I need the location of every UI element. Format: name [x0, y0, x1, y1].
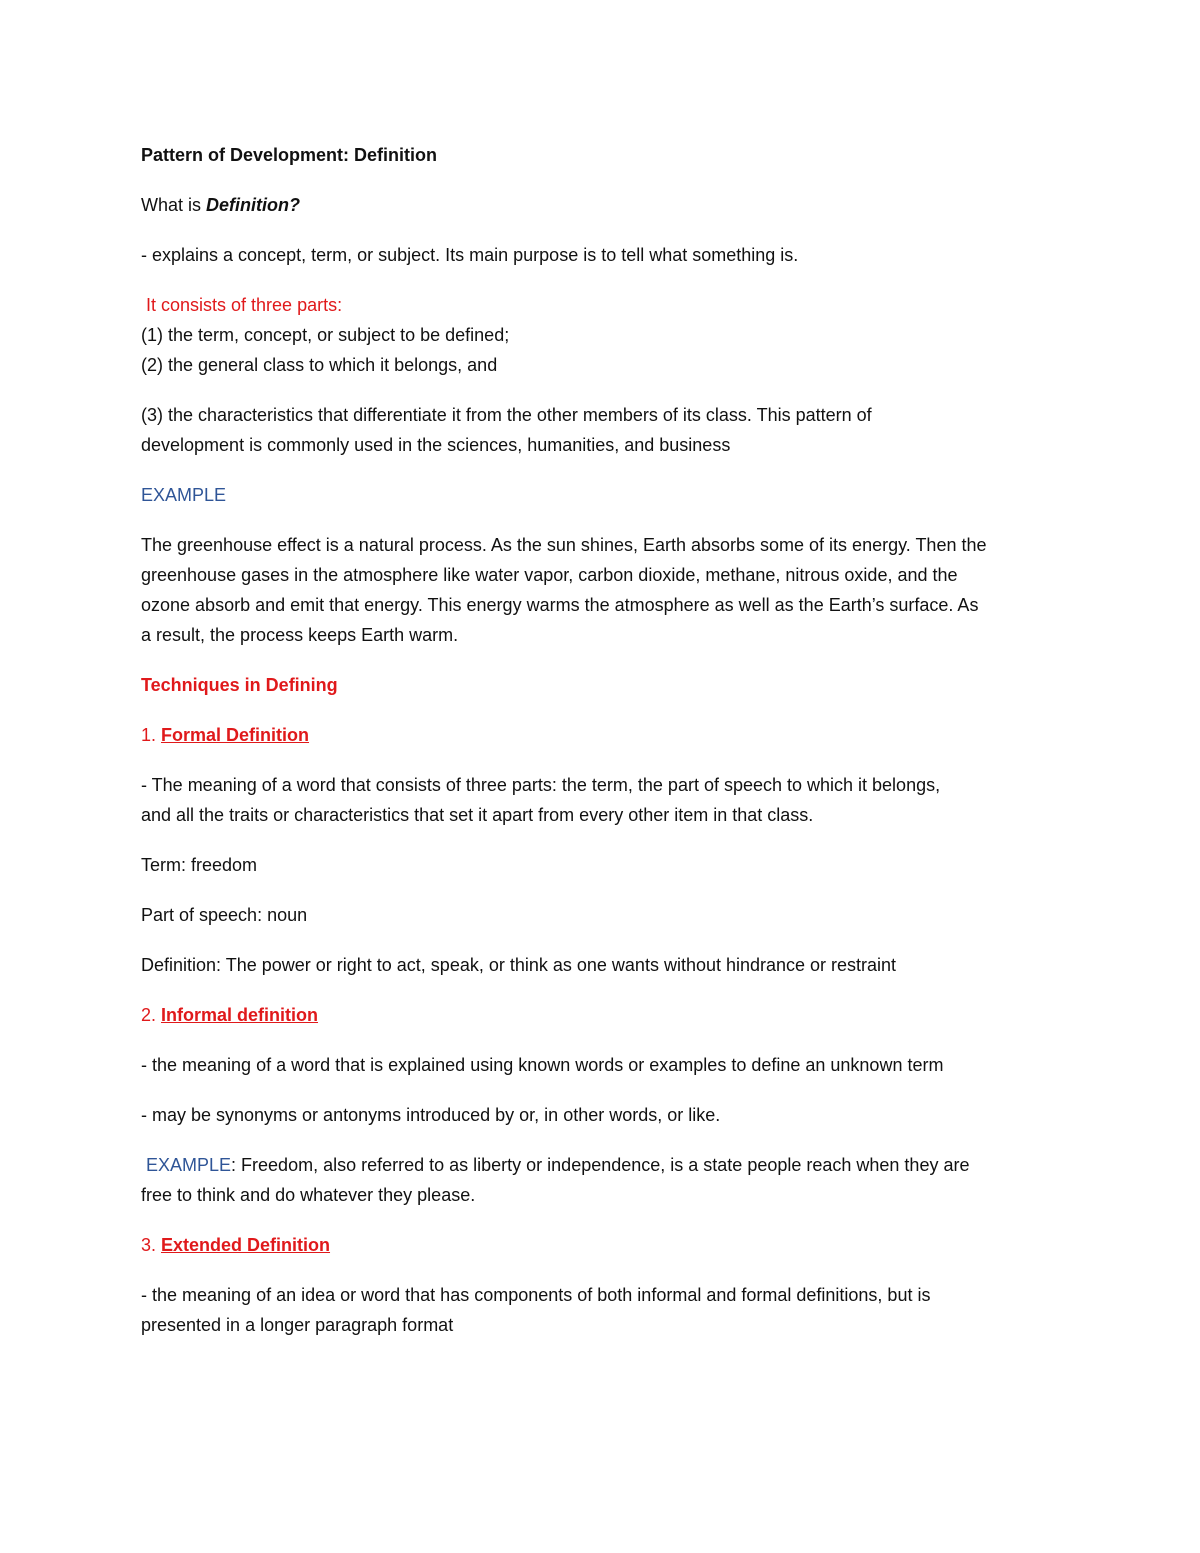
- example-line: greenhouse gases in the atmosphere like water vapor, carbon dioxide, methane, nitrous oxide, and the: [141, 565, 958, 585]
- intro-line: - explains a concept, term, or subject. Its main purpose is to tell what something is.: [141, 245, 799, 265]
- formal-term-line: Term: freedom: [141, 855, 258, 875]
- formal-number: 1.: [141, 725, 162, 745]
- what-is-line: [141, 190, 300, 220]
- formal-pos-line: Part of speech: noun: [141, 905, 308, 925]
- techniques-heading: Techniques in Defining: [141, 675, 338, 695]
- extended-number: 3.: [141, 1235, 162, 1255]
- example-label: EXAMPLE: [141, 485, 227, 505]
- example-line: The greenhouse effect is a natural process. As the sun shines, Earth absorbs some of its energy. Then the: [141, 535, 987, 555]
- informal-heading: Informal definition: [161, 1005, 319, 1025]
- informal-synonyms-line: - may be synonyms or antonyms introduced by or, in other words, or like.: [141, 1105, 721, 1125]
- extended-desc-line-2: presented in a longer paragraph format: [141, 1315, 454, 1335]
- extended-desc-line-1: - the meaning of an idea or word that has components of both informal and formal definitions, but is: [141, 1285, 931, 1305]
- informal-number: 2.: [141, 1005, 162, 1025]
- what-is-term: Definition?: [206, 195, 300, 215]
- formal-heading: Formal Definition: [161, 725, 310, 745]
- what-is-prefix: What is: [141, 195, 207, 215]
- consists-label: It consists of three parts:: [146, 295, 343, 315]
- example-line: a result, the process keeps Earth warm.: [141, 625, 459, 645]
- extended-heading-line: [141, 1230, 330, 1260]
- formal-desc-line-1: - The meaning of a word that consists of three parts: the term, the part of speech to which it belongs,: [141, 775, 941, 795]
- document-title: Pattern of Development: Definition: [141, 145, 438, 165]
- example-line: ozone absorb and emit that energy. This energy warms the atmosphere as well as the Earth’s surface. As: [141, 595, 979, 615]
- part-1: (1) the term, concept, or subject to be defined;: [141, 325, 510, 345]
- part-2: (2) the general class to which it belongs, and: [141, 355, 498, 375]
- informal-example-label: EXAMPLE: [146, 1155, 232, 1175]
- formal-desc-line-2: and all the traits or characteristics that set it apart from every other item in that class.: [141, 805, 814, 825]
- formal-def-line: Definition: The power or right to act, speak, or think as one wants without hindrance or restraint: [141, 955, 897, 975]
- informal-example-line-2: free to think and do whatever they please.: [141, 1185, 476, 1205]
- part-3-line-2: development is commonly used in the sciences, humanities, and business: [141, 435, 731, 455]
- informal-example-text: : Freedom, also referred to as liberty or independence, is a state people reach when they are: [231, 1155, 970, 1175]
- extended-heading: Extended Definition: [161, 1235, 331, 1255]
- part-3-line-1: (3) the characteristics that differentiate it from the other members of its class. This pattern of: [141, 405, 872, 425]
- informal-example-line-1: [146, 1150, 969, 1180]
- informal-desc-line: - the meaning of a word that is explained using known words or examples to define an unknown term: [141, 1055, 944, 1075]
- informal-heading-line: [141, 1000, 318, 1030]
- formal-heading-line: [141, 720, 309, 750]
